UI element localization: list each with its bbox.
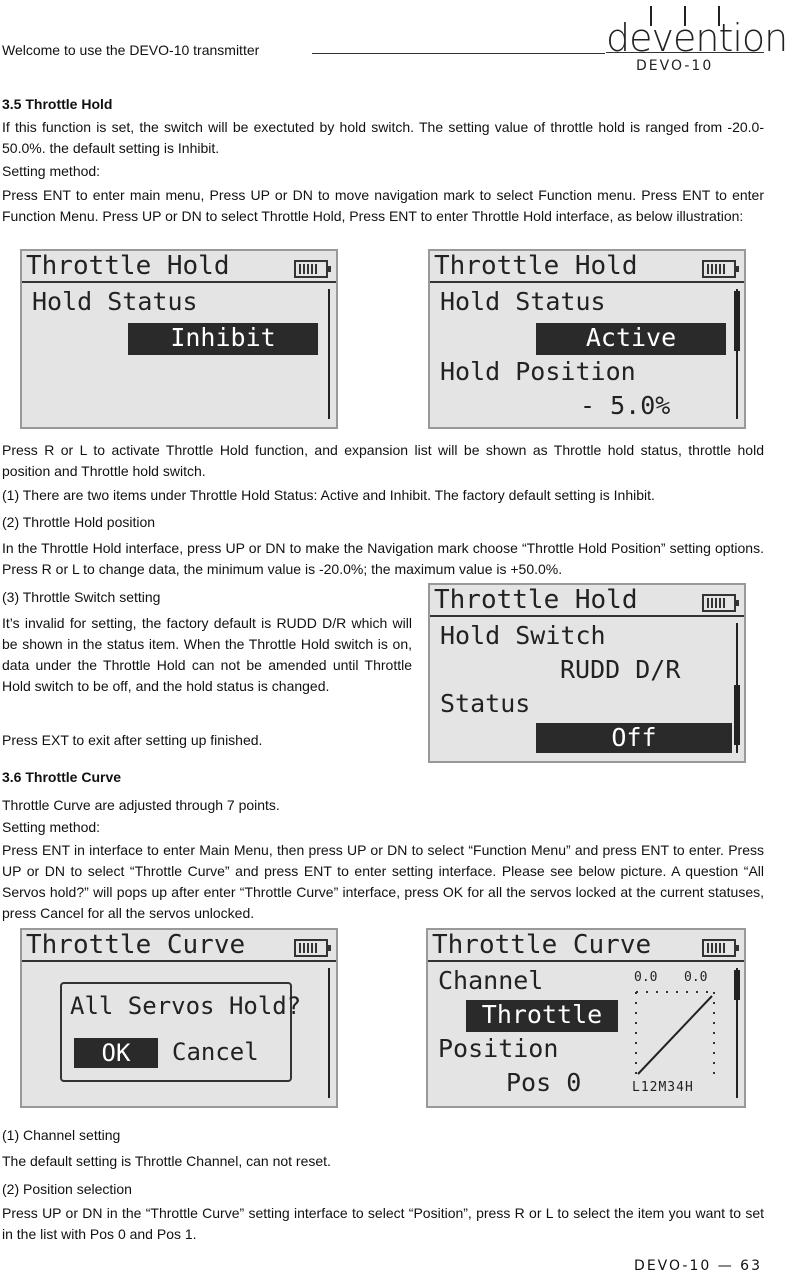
paragraph: Press ENT in interface to enter Main Menu, then press UP or DN to select “Function Menu” and press ENT to enter. Press UP or DN to select “Throttle Curve” and press ENT to enter setting interface. Please see below picture. A question “All Servos hold?” will pops up after enter “Throttle Curve” interface, press OK for all the servos locked at the current statuses, press Cancel for all the servos unlocked. [2, 842, 764, 921]
battery-icon [294, 260, 328, 278]
lcd-throttle-curve-channel [426, 928, 746, 1108]
lcd-selected-value: Inhibit [128, 323, 318, 355]
lcd-divider [428, 960, 744, 962]
header-text: Welcome to use the DEVO-10 transmitter [2, 42, 260, 58]
battery-icon [294, 939, 328, 957]
page-number: DEVO-10 — 63 [634, 1258, 762, 1274]
curve-label-right: 0.0 [684, 970, 708, 985]
scrollbar [328, 968, 330, 1098]
curve-points-label: L12M34H [632, 1080, 694, 1095]
servo-hold-dialog [60, 982, 302, 1082]
paragraph: Press UP or DN in the “Throttle Curve” setting interface to select “Position”, press R or L to select the item you want to set in the list with Pos 0 and Pos 1. [2, 1205, 764, 1242]
paragraph: Setting method: [2, 819, 101, 835]
lcd-title: Throttle Curve [432, 930, 652, 960]
paragraph: (1) There are two items under Throttle Hold Status: Active and Inhibit. The factory default setting is Inhibit. [2, 487, 655, 503]
lcd-selected-value: Active [536, 323, 726, 355]
devention-logo [606, 6, 787, 74]
header-rule [312, 53, 605, 54]
lcd-throttle-curve-dialog [20, 928, 338, 1108]
paragraph: Press ENT to enter main menu, Press UP or DN to move navigation mark to select Function menu. Press ENT to enter Function Menu. Press UP or DN to select Throttle Hold, Press ENT to enter Throttle Hold interface, as below illustration: [2, 187, 764, 224]
logo-rule [606, 52, 764, 53]
battery-icon [702, 594, 736, 612]
section-heading: 3.6 Throttle Curve [2, 769, 122, 785]
lcd-row-label: Status [440, 689, 531, 718]
lcd-title: Throttle Hold [26, 251, 230, 281]
lcd-divider [22, 960, 336, 962]
lcd-title: Throttle Curve [26, 930, 246, 960]
battery-icon [702, 260, 736, 278]
paragraph: (1) Channel setting [2, 1127, 121, 1143]
lcd-value: Pos 0 [506, 1068, 582, 1097]
scrollbar [328, 289, 330, 419]
paragraph: (3) Throttle Switch setting [2, 589, 161, 605]
lcd-row-label: Hold Status [440, 287, 606, 316]
lcd-throttle-hold-switch [428, 583, 746, 763]
scrollbar-thumb [734, 970, 740, 1000]
curve-line [638, 996, 712, 1074]
paragraph: If this function is set, the switch will be exectuted by hold switch. The setting value of throttle hold is ranged from -20.0-50.0%. the default setting is Inhibit. [2, 119, 764, 156]
logo-model: DEVO-10 [636, 58, 714, 74]
lcd-row-label: Hold Switch [440, 621, 606, 650]
logo-word: devention [606, 16, 787, 60]
paragraph: Press R or L to activate Throttle Hold function, and expansion list will be shown as Throttle hold status, throttle hold position and Throttle hold switch. [2, 442, 764, 479]
lcd-title: Throttle Hold [434, 251, 638, 281]
lcd-divider [22, 281, 336, 283]
paragraph: In the Throttle Hold interface, press UP or DN to make the Navigation mark choose “Throttle Hold Position” setting options. Press R or L to change data, the minimum value is -20.0%; the maximum value is +50.0%. [2, 540, 764, 577]
lcd-divider [430, 281, 744, 283]
section-heading: 3.5 Throttle Hold [2, 96, 113, 112]
paragraph: Press EXT to exit after setting up finished. [2, 732, 263, 748]
paragraph: Setting method: [2, 163, 101, 179]
lcd-row-label: Hold Status [32, 287, 198, 316]
paragraph: Throttle Curve are adjusted through 7 points. [2, 797, 280, 813]
lcd-selected-value: Off [536, 723, 732, 753]
battery-icon [702, 939, 736, 957]
lcd-value: RUDD D/R [560, 655, 681, 684]
lcd-title: Throttle Hold [434, 585, 638, 615]
paragraph: The default setting is Throttle Channel, can not reset. [2, 1153, 331, 1169]
lcd-value: - 5.0% [580, 391, 671, 420]
paragraph: (2) Throttle Hold position [2, 514, 156, 530]
lcd-row-label: Channel [438, 966, 544, 995]
cancel-button[interactable]: Cancel [172, 1038, 259, 1066]
lcd-row-label: Position [438, 1034, 559, 1063]
throttle-curve-graph [634, 990, 716, 1080]
lcd-divider [430, 615, 744, 617]
paragraph: It’s invalid for setting, the factory default is RUDD D/R which will be shown in the status item. When the Throttle Hold switch is on, data under the Throttle Hold can not be amended until Throttle Hold switch to be off, and the hold status is changed. [2, 615, 412, 694]
lcd-selected-value: Throttle [466, 1000, 618, 1032]
lcd-row-label: Hold Position [440, 357, 636, 386]
scrollbar-thumb [734, 291, 740, 351]
lcd-throttle-hold-active [428, 249, 746, 429]
lcd-throttle-hold-inhibit [20, 249, 338, 429]
curve-label-left: 0.0 [634, 970, 658, 985]
dialog-question: All Servos Hold? [70, 992, 302, 1020]
ok-button[interactable]: OK [74, 1038, 158, 1068]
scrollbar-thumb [734, 685, 740, 745]
paragraph: (2) Position selection [2, 1181, 132, 1197]
